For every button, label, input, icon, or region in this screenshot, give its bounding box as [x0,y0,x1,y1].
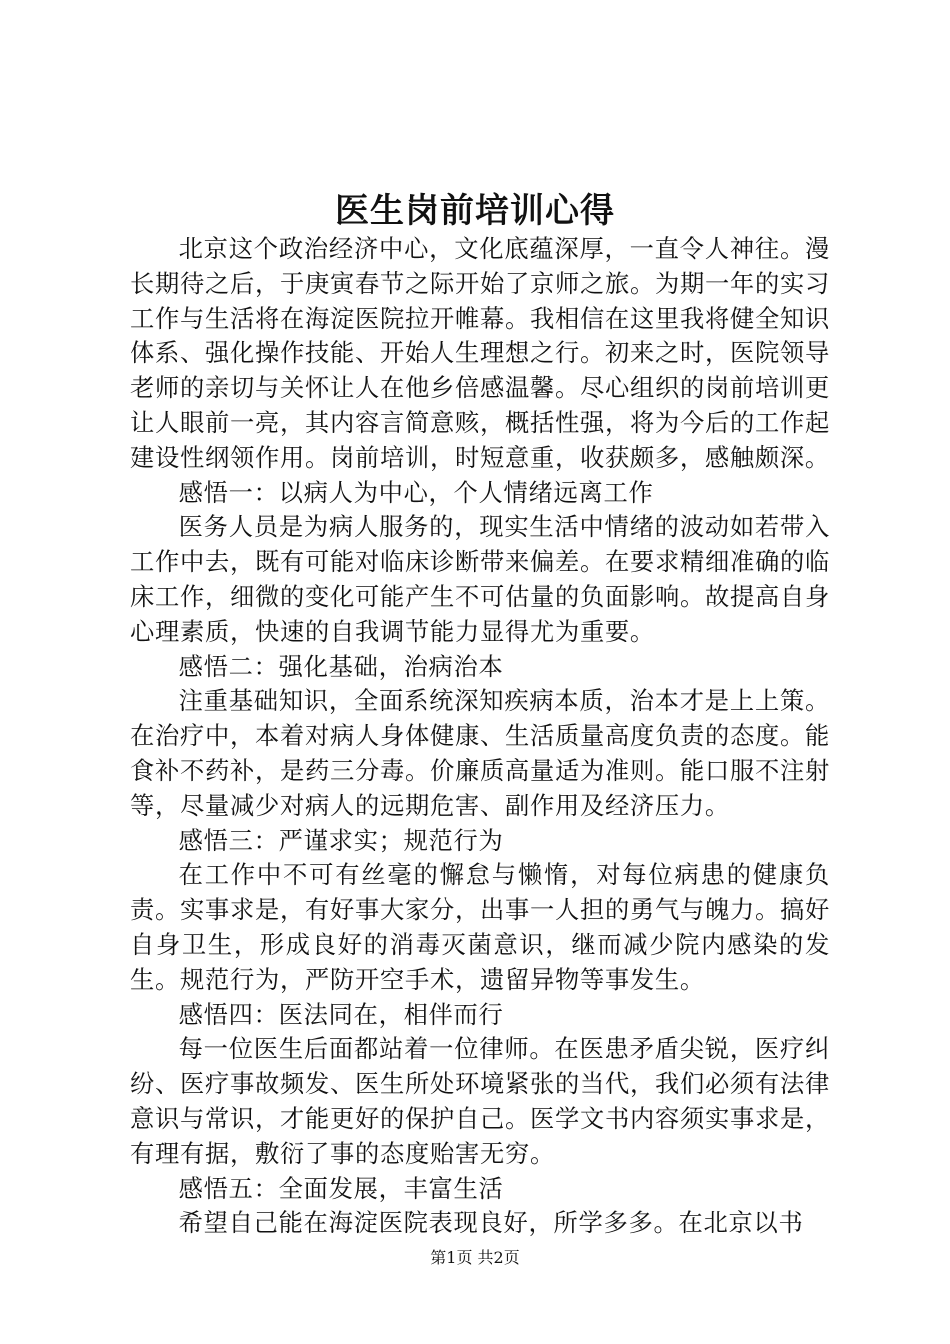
section-heading-2: 感悟二：强化基础，治病治本 [178,651,504,681]
section-paragraph-4: 每一位医生后面都站着一位律师。在医患矛盾尖锐，医疗纠纷、医疗事故频发、医生所处环境紧张的当代，我们必须有法律意识与常识，才能更好的保护自己。医学文书内容须实事求是，有理有据，敷衍了事的态度贻害无穷。 [130,1034,830,1168]
intro-paragraph: 北京这个政治经济中心，文化底蕴深厚，一直令人神往。漫长期待之后，于庚寅春节之际开始了京师之旅。为期一年的实习工作与生活将在海淀医院拉开帷幕。我相信在这里我将健全知识体系、强化操作技能、开始人生理想之行。初来之时，医院领导老师的亲切与关怀让人在他乡倍感温馨。尽心组织的岗前培训更让人眼前一亮，其内容言简意赅，概括性强，将为今后的工作起建设性纲领作用。岗前培训，时短意重，收获颇多，感触颇深。 [130,234,830,472]
page-footer: 第1页 共2页 [430,1248,520,1267]
section-heading-1: 感悟一：以病人为中心，个人情绪远离工作 [178,477,654,507]
section-heading-4: 感悟四：医法同在，相伴而行 [178,999,504,1029]
section-heading-3: 感悟三：严谨求实；规范行为 [178,825,504,855]
document-body [130,232,830,1241]
section-paragraph-3: 在工作中不可有丝毫的懈怠与懒惰，对每位病患的健康负责。实事求是，有好事大家分，出事一人担的勇气与魄力。搞好自身卫生，形成良好的消毒灭菌意识，继而减少院内感染的发生。规范行为，严防开空手术，遗留异物等事发生。 [130,860,830,994]
section-paragraph-5: 希望自己能在海淀医院表现良好，所学多多。在北京以书 [178,1208,804,1238]
section-paragraph-1: 医务人员是为病人服务的，现实生活中情绪的波动如若带入工作中去，既有可能对临床诊断带来偏差。在要求精细准确的临床工作，细微的变化可能产生不可估量的负面影响。故提高自身心理素质，快速的自我调节能力显得尤为重要。 [130,512,830,646]
document-title: 医生岗前培训心得 [335,191,615,231]
section-heading-5: 感悟五：全面发展，丰富生活 [178,1173,504,1203]
section-paragraph-2: 注重基础知识，全面系统深知疾病本质，治本才是上上策。在治疗中，本着对病人身体健康、生活质量高度负责的态度。能食补不药补，是药三分毒。价廉质高量适为准则。能口服不注射等，尽量减少对病人的远期危害、副作用及经济压力。 [130,686,830,820]
